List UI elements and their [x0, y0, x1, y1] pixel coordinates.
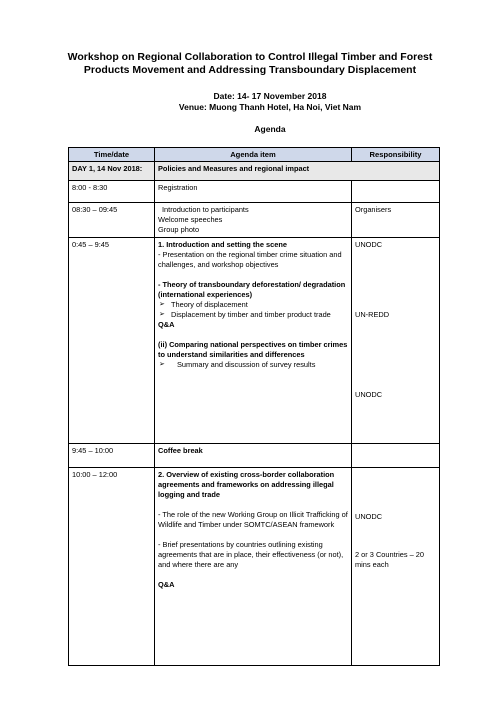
row-responsibility: [352, 181, 440, 203]
row-time: 8:00 - 8:30: [69, 181, 155, 203]
session-description: - The role of the new Working Group on Illicit Trafficking of Wildlife and Timber under SOMTC/ASEAN framework: [158, 510, 348, 529]
row-time: 08:30 – 09:45: [69, 203, 155, 238]
row-responsibility: [352, 468, 440, 666]
session-description: - Presentation on the regional timber crime situation and challenges, and workshop objectives: [158, 250, 342, 269]
table-row: [69, 238, 440, 444]
row-responsibility: [352, 238, 440, 444]
workshop-venue: Venue: Muong Thanh Hotel, Ha Noi, Viet Nam: [178, 102, 362, 112]
row-item: [155, 238, 352, 444]
day-row: [69, 162, 440, 181]
qa-label: Q&A: [158, 320, 175, 329]
table-row: [69, 181, 440, 203]
table-row: [69, 203, 440, 238]
item-line: Group photo: [158, 225, 200, 234]
row-item: Registration: [155, 181, 352, 203]
day-theme: Policies and Measures and regional impact: [155, 162, 440, 181]
row-responsibility: [352, 444, 440, 468]
responsibility-p1: UNODC: [355, 512, 383, 521]
row-time: 9:45 – 10:00: [69, 444, 155, 468]
responsibility-s3: UNODC: [355, 390, 383, 399]
row-item: [155, 203, 352, 238]
table-row: [69, 468, 440, 666]
session-title: 2. Overview of existing cross-border collaboration agreements and frameworks on addressing illegal logging and trade: [158, 470, 335, 499]
header-responsibility: Responsibility: [352, 148, 440, 162]
table-row: [69, 444, 440, 468]
bullet-item: ➢ Theory of displacement: [158, 300, 348, 310]
bullet-item: ➢ Summary and discussion of survey results: [158, 360, 348, 370]
bullet-item: ➢ Displacement by timber and timber product trade: [158, 310, 348, 320]
header-agenda-item: Agenda item: [155, 148, 352, 162]
responsibility-p2: 2 or 3 Countries – 20 mins each: [355, 550, 425, 569]
item-line: Introduction to participants: [162, 205, 249, 214]
qa-label: Q&A: [158, 580, 175, 589]
session-description: - Brief presentations by countries outlining existing agreements that are in place, their effectiveness (or not), and where there are any: [158, 540, 344, 569]
row-time: 10:00 – 12:00: [69, 468, 155, 666]
responsibility-s2: UN-REDD: [355, 310, 390, 319]
responsibility-s1: UNODC: [355, 240, 383, 249]
session-title: (ii) Comparing national perspectives on timber crimes to understand similarities and differences: [158, 340, 348, 359]
session-title: 1. Introduction and setting the scene: [158, 240, 287, 249]
item-line: Welcome speeches: [158, 215, 223, 224]
session-title: - Theory of transboundary deforestation/ degradation (international experiences): [158, 280, 346, 299]
row-item: [155, 468, 352, 666]
document-title-line-1: Workshop on Regional Collaboration to Control Illegal Timber and Forest: [67, 51, 433, 63]
day-label: DAY 1, 14 Nov 2018:: [69, 162, 155, 181]
row-responsibility: Organisers: [352, 203, 440, 238]
agenda-table: [68, 147, 440, 666]
row-item: Coffee break: [155, 444, 352, 468]
header-time-date: Time/date: [69, 148, 155, 162]
row-time: 0:45 – 9:45: [69, 238, 155, 444]
workshop-date: Date: 14- 17 November 2018: [213, 91, 327, 101]
document-title-line-2: Products Movement and Addressing Transboundary Displacement: [83, 64, 417, 76]
table-header-row: [69, 148, 440, 162]
agenda-heading: Agenda: [254, 124, 286, 134]
